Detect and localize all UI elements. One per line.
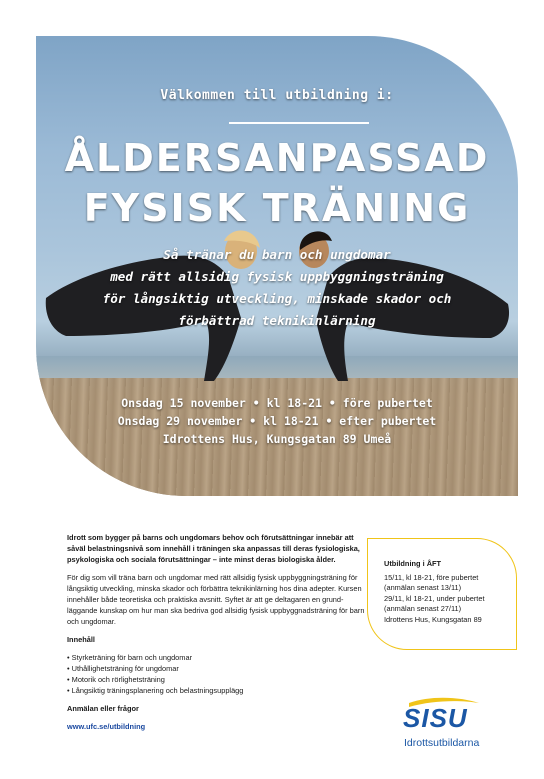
list-item: • Uthållighetsträning för ungdomar	[67, 663, 367, 674]
event-info-box	[367, 538, 517, 650]
date-line: Onsdag 29 november • kl 18-21 • efter pubertet	[117, 414, 437, 428]
info-box-title: Utbildning i ÅFT	[384, 559, 442, 568]
info-line: Idrottens Hus, Kungsgatan 89	[384, 614, 482, 624]
intro-paragraph: Idrott som bygger på barns och ungdomars behov och förutsättningar innebär att såväl belastningsnivå som innehåll i träningen ska anpassas till deras fysiologiska, psykologiska och sociala förutsättningar – inte minst deras biologiska ålder.	[67, 533, 360, 564]
list-item: • Långsiktig träningsplanering och belastningsupplägg	[67, 685, 367, 696]
info-line: (anmälan senast 27/11)	[384, 604, 462, 614]
divider-line	[229, 122, 369, 124]
description-paragraph: För dig som vill träna barn och ungdomar med rätt allsidig fysisk uppbyggningsträning för långsiktig utveckling, minska skador och förbättra teknikinlärning hos dina adepter. Kursen innehåller både teoretiska och praktiska avsnitt. Syftet är att ge deltagaren en grund-läggande kunskap om hur man ska bedriva god allsidig fysisk uppbyggnadsträning för barn och ungdomar.	[67, 573, 365, 626]
content-list	[67, 652, 367, 696]
tagline-line: förbättrad teknikinlärning	[178, 313, 376, 328]
venue-line: Idrottens Hus, Kungsgatan 89 Umeå	[162, 432, 392, 446]
logo-wordmark: SISU	[403, 703, 468, 733]
title-line-2: FYSISK TRÄNING	[83, 186, 471, 230]
tagline-line: Så tränar du barn och ungdomar	[163, 247, 391, 262]
body-text	[67, 532, 367, 732]
signup-link[interactable]: www.ufc.se/utbildning	[67, 722, 146, 731]
content-heading: Innehåll	[67, 635, 95, 644]
event-dates	[36, 394, 518, 448]
date-line: Onsdag 15 november • kl 18-21 • före pubertet	[121, 396, 433, 410]
sisu-logo	[401, 697, 516, 752]
list-item: • Motorik och rörlighetsträning	[67, 674, 367, 685]
info-line: (anmälan senast 13/11)	[384, 583, 462, 593]
signup-heading: Anmälan eller frågor	[67, 704, 139, 713]
tagline-line: med rätt allsidig fysisk uppbyggningsträning	[110, 269, 444, 284]
hero-photo-panel	[36, 36, 518, 496]
logo-subtitle: Idrottsutbildarna	[404, 737, 480, 749]
title-line-1: ÅLDERSANPASSAD	[64, 136, 490, 180]
tagline-line: för långsiktig utveckling, minskade skador och	[102, 291, 452, 306]
info-line: 29/11, kl 18-21, under pubertet	[384, 593, 485, 603]
tagline	[36, 244, 518, 332]
info-line: 15/11, kl 18-21, före pubertet	[384, 572, 479, 582]
welcome-text: Välkommen till utbildning i:	[160, 88, 394, 103]
list-item: • Styrketräning för barn och ungdomar	[67, 652, 367, 663]
